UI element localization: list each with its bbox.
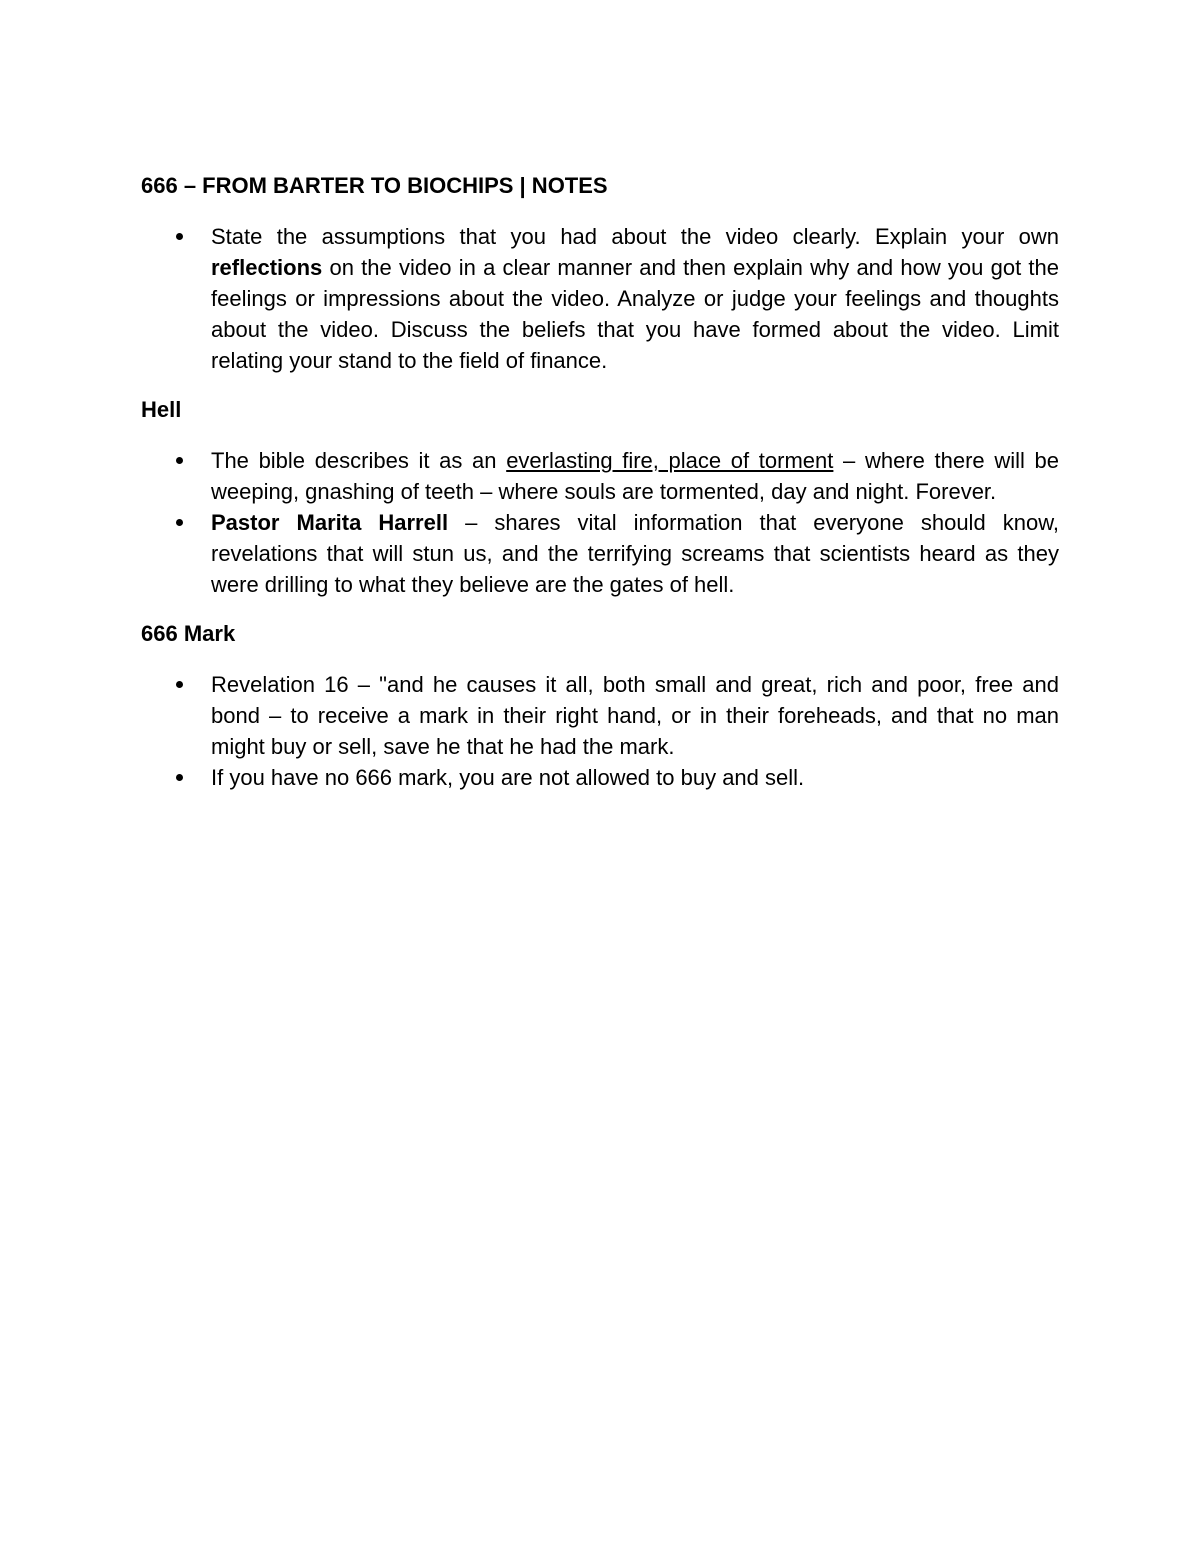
section-heading-hell: Hell — [141, 397, 182, 422]
hell-item2-after: – shares vital information that everyone should know, revelations that will stun us, and the terrifying screams that scientists heard as they were drilling to what they believe are the gates of hell. — [211, 510, 1059, 597]
mark-item1-text: Revelation 16 – "and he causes it all, both small and great, rich and poor, free and bond – to receive a mark in their right hand, or in their foreheads, and that no man might buy or sell, save he that he had the mark. — [211, 672, 1059, 759]
list-item — [141, 445, 1059, 507]
list-item — [141, 762, 1059, 793]
list-item — [141, 221, 1059, 376]
hell-list — [141, 445, 1059, 600]
hell-item1-before: The bible describes it as an — [211, 448, 507, 473]
intro-list — [141, 221, 1059, 376]
list-item — [141, 507, 1059, 600]
list-item — [141, 669, 1059, 762]
hell-item1-underlined: everlasting fire, place of torment — [506, 448, 834, 473]
section-heading-666-mark: 666 Mark — [141, 621, 236, 646]
hell-item1-after: – where there will be weeping, gnashing of teeth – where souls are tormented, day and night. Forever. — [211, 448, 1059, 504]
mark-list — [141, 669, 1059, 793]
intro-text-part1: State the assumptions that you had about the video clearly. Explain your own — [211, 224, 1059, 249]
document-title: 666 – FROM BARTER TO BIOCHIPS | NOTES — [141, 173, 608, 198]
intro-text-bold: reflections — [211, 255, 323, 280]
hell-item2-bold: Pastor Marita Harrell — [211, 510, 449, 535]
mark-item2-text: If you have no 666 mark, you are not allowed to buy and sell. — [211, 765, 805, 790]
document-content — [141, 170, 1059, 811]
intro-text-part2: on the video in a clear manner and then explain why and how you got the feelings or impressions about the video. Analyze or judge your feelings and thoughts about the video. Discuss the beliefs that you have formed about the video. Limit relating your stand to the field of finance. — [211, 255, 1059, 373]
